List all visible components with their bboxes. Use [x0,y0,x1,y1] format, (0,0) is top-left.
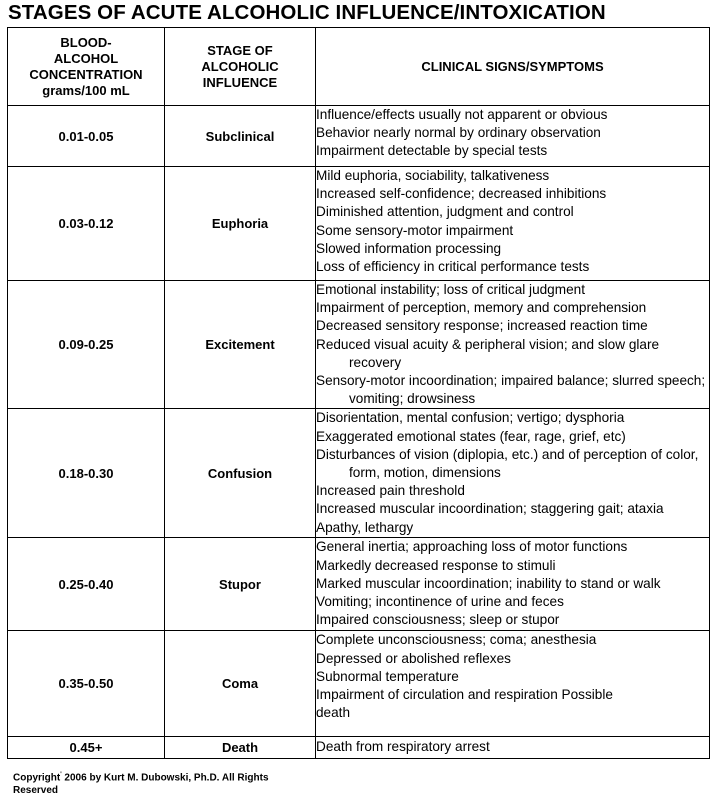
sign-line: Vomiting; incontinence of urine and feces [316,594,564,610]
sign-line: Markedly decreased response to stimuli [316,557,556,573]
sign-line: Increased self-confidence; decreased inhibitions [316,186,607,202]
sign-line: Death from respiratory arrest [316,739,490,755]
table-row [8,409,710,538]
bac-cell: 0.09-0.25 [8,281,165,409]
sign-line: Reduced visual acuity & peripheral vision; and slow glare recovery [316,336,660,370]
header-bac-line: grams/100 mL [42,82,130,98]
signs-cell [316,281,710,409]
sign-line: Slowed information processing [316,240,502,256]
stage-cell: Confusion [165,409,316,538]
stages-table [7,27,710,759]
header-bac [8,28,165,106]
copyright-text: 2006 by Kurt M. Dubowski, Ph.D. All Rights Reserved [13,772,269,797]
header-bac-line: BLOOD- [60,34,112,50]
header-signs: CLINICAL SIGNS/SYMPTOMS [316,28,710,106]
sign-line: Impairment of perception, memory and comprehension [316,300,647,316]
sign-line: Complete unconsciousness; coma; anesthesia [316,632,597,648]
table-row [8,106,710,167]
sign-line: Loss of efficiency in critical performance tests [316,259,590,275]
sign-line: Apathy, lethargy [316,519,414,535]
signs-cell [316,737,710,758]
signs-cell [316,409,710,538]
bac-cell: 0.25-0.40 [8,538,165,631]
copyright-notice [13,769,303,797]
sign-line: Emotional instability; loss of critical judgment [316,282,585,297]
header-bac-line: CONCENTRATION [29,66,143,82]
sign-line: General inertia; approaching loss of motor functions [316,539,628,555]
sign-line: Impairment detectable by special tests [316,143,548,159]
sign-line: Mild euphoria, sociability, talkativeness [316,168,550,183]
sign-line: Behavior nearly normal by ordinary observation [316,125,601,141]
sign-line: Increased pain threshold [316,483,465,499]
sign-line: Some sensory-motor impairment [316,222,514,238]
copyright-mark: ' [60,772,62,778]
stage-cell: Coma [165,631,316,737]
sign-line: Disturbances of vision (diplopia, etc.) and of perception of color, form, motion, dimensions [316,446,699,481]
stage-cell: Stupor [165,538,316,631]
copyright-prefix: Copyright [13,772,61,784]
bac-cell: 0.35-0.50 [8,631,165,737]
header-stage-line: INFLUENCE [202,74,278,90]
sign-line: Sensory-motor incoordination; impaired balance; slurred speech; vomiting; drowsiness [316,373,706,407]
sign-line: Depressed or abolished reflexes [316,650,511,666]
bac-cell: 0.01-0.05 [8,106,165,167]
stage-cell: Death [165,737,316,758]
sign-line: Decreased sensitory response; increased reaction time [316,318,648,334]
bac-cell: 0.45+ [8,737,165,758]
sign-line: Impairment of circulation and respiration Possible death [316,687,613,721]
table-row [8,167,710,281]
header-bac-line: ALCOHOL [53,50,119,66]
table-row [8,281,710,409]
table-header-row [8,28,710,106]
stage-cell: Subclinical [165,106,316,167]
table-row [8,631,710,737]
stage-cell: Excitement [165,281,316,409]
sign-line: Marked muscular incoordination; inability to stand or walk [316,575,661,591]
signs-cell [316,631,710,737]
bac-cell: 0.18-0.30 [8,409,165,538]
signs-cell [316,106,710,167]
sign-line: Increased muscular incoordination; staggering gait; ataxia [316,501,664,517]
page-title: STAGES OF ACUTE ALCOHOLIC INFLUENCE/INTOXICATION [8,1,606,24]
table-row [8,538,710,631]
sign-line: Impaired consciousness; sleep or stupor [316,612,560,628]
sign-line: Diminished attention, judgment and control [316,204,574,220]
sign-line: Exaggerated emotional states (fear, rage, grief, etc) [316,428,626,444]
header-stage [165,28,316,106]
stage-cell: Euphoria [165,167,316,281]
sign-line: Influence/effects usually not apparent or obvious [316,107,608,122]
bac-cell: 0.03-0.12 [8,167,165,281]
sign-line: Disorientation, mental confusion; vertigo; dysphoria [316,410,625,426]
sign-line: Subnormal temperature [316,668,459,684]
header-stage-line: ALCOHOLIC [201,58,279,74]
table-row [8,737,710,758]
header-stage-line: STAGE OF [207,42,273,58]
signs-cell [316,167,710,281]
signs-cell [316,538,710,631]
